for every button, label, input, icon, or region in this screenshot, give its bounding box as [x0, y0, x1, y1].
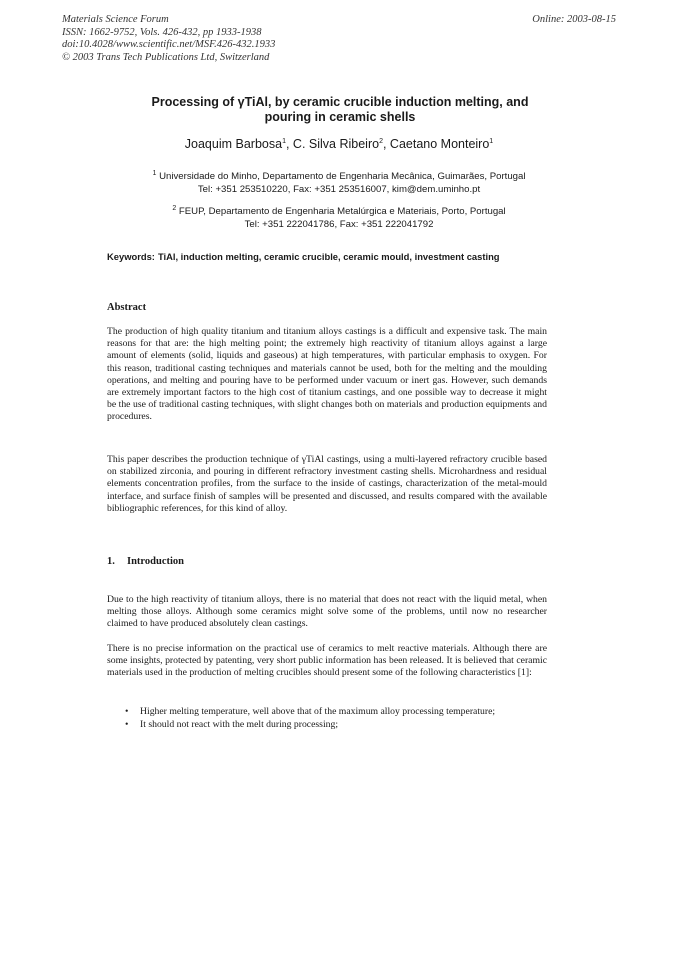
abstract-paragraph-2: This paper describes the production technique of γTiAl castings, using a multi-layered refractory crucible based on stabilized zirconia, and pouring in different refractory investment casting shells. Microhardness and residual elements concentration profiles, from the surface to the inside of castings, characterization of the metal-mould interface, and surface finish of samples will be presented and discussed, and results compared with the available bibliographic references, for this kind of alloy. — [107, 454, 547, 514]
author-separator: , — [285, 137, 293, 151]
author-name: C. Silva Ribeiro — [292, 137, 380, 151]
author-affiliation-mark: 1 — [489, 137, 494, 145]
title-line-1: Processing of γTiAl, by ceramic crucible induction melting, and — [151, 95, 529, 109]
author-affiliation-mark: 1 — [282, 137, 286, 145]
keywords — [107, 251, 500, 262]
doi-line[interactable]: doi:10.4028/www.scientific.net/MSF.426-432.1933 — [62, 39, 276, 51]
journal-header — [62, 14, 275, 64]
affiliation-2 — [0, 203, 678, 231]
affiliation-mark: 1 — [152, 170, 157, 177]
abstract-paragraph-1: The production of high quality titanium and titanium alloys castings is a difficult and expensive task. The main reasons for that are: the high melting point; the extremely high reactivity of titanium alloys against a large amount of elements (solid, liquids and gaseous) at high temperatures, with particular emphasis to oxygen. For this reason, traditional casting techniques and materials cannot be used, both for the melting and the moulding operations, and melting and pouring have to be performed under vacuum or inert gas. However, such demands are extremely important factors to the high cost of titanium castings, and one possible way to decrease it might be the use of traditional casting techniques, with slight changes both on materials and production equipments and procedures. — [107, 326, 547, 423]
list-item: • Higher melting temperature, well above that of the maximum alloy processing temperature; — [125, 705, 555, 718]
paper-title — [120, 95, 560, 125]
keywords-label: Keywords: — [107, 251, 155, 262]
online-date: Online: 2003-08-15 — [532, 14, 616, 25]
introduction-paragraph-2: There is no precise information on the practical use of ceramics to melt reactive materials. Although there are some insights, protected by patenting, very short public information has been released. It is believed that ceramic materials used in the production of melting crucibles should present some of the following characteristics [1]: — [107, 643, 547, 679]
affiliation-contact: Tel: +351 253510220, Fax: +351 253516007, kim@dem.uminho.pt — [197, 183, 481, 195]
author-list — [0, 137, 678, 151]
journal-name: Materials Science Forum — [62, 14, 169, 25]
section-title: Introduction — [127, 556, 184, 567]
affiliation-contact: Tel: +351 222041786, Fax: +351 222041792 — [244, 218, 434, 230]
affiliation-1 — [0, 168, 678, 196]
affiliation-mark: 2 — [172, 205, 177, 212]
introduction-heading — [107, 556, 184, 567]
list-item: • It should not react with the melt during processing; — [125, 718, 555, 731]
copyright-line: © 2003 Trans Tech Publications Ltd, Switzerland — [62, 51, 270, 63]
title-line-2: pouring in ceramic shells — [264, 110, 416, 124]
affiliation-institution: FEUP, Departamento de Engenharia Metalúrgica e Materiais, Porto, Portugal — [178, 206, 506, 218]
author-affiliation-mark: 2 — [379, 137, 383, 145]
section-number: 1. — [107, 556, 115, 567]
abstract-heading: Abstract — [107, 302, 147, 313]
author-separator: , — [382, 137, 390, 151]
introduction-paragraph-1: Due to the high reactivity of titanium alloys, there is no material that does not react with the liquid metal, when melting those alloys. Although some ceramics might solve some of the problems, until now no researcher claimed to have produced absolutely clean castings. — [107, 594, 547, 630]
author-name: Caetano Monteiro — [389, 137, 490, 151]
issn-line: ISSN: 1662-9752, Vols. 426-432, pp 1933-1938 — [62, 26, 262, 38]
author-name: Joaquim Barbosa — [184, 137, 283, 151]
characteristics-list — [125, 705, 555, 731]
keywords-text: TiAl, induction melting, ceramic crucible, ceramic mould, investment casting — [157, 251, 500, 262]
affiliation-institution: Universidade do Minho, Departamento de Engenharia Mecânica, Guimarães, Portugal — [159, 171, 526, 183]
